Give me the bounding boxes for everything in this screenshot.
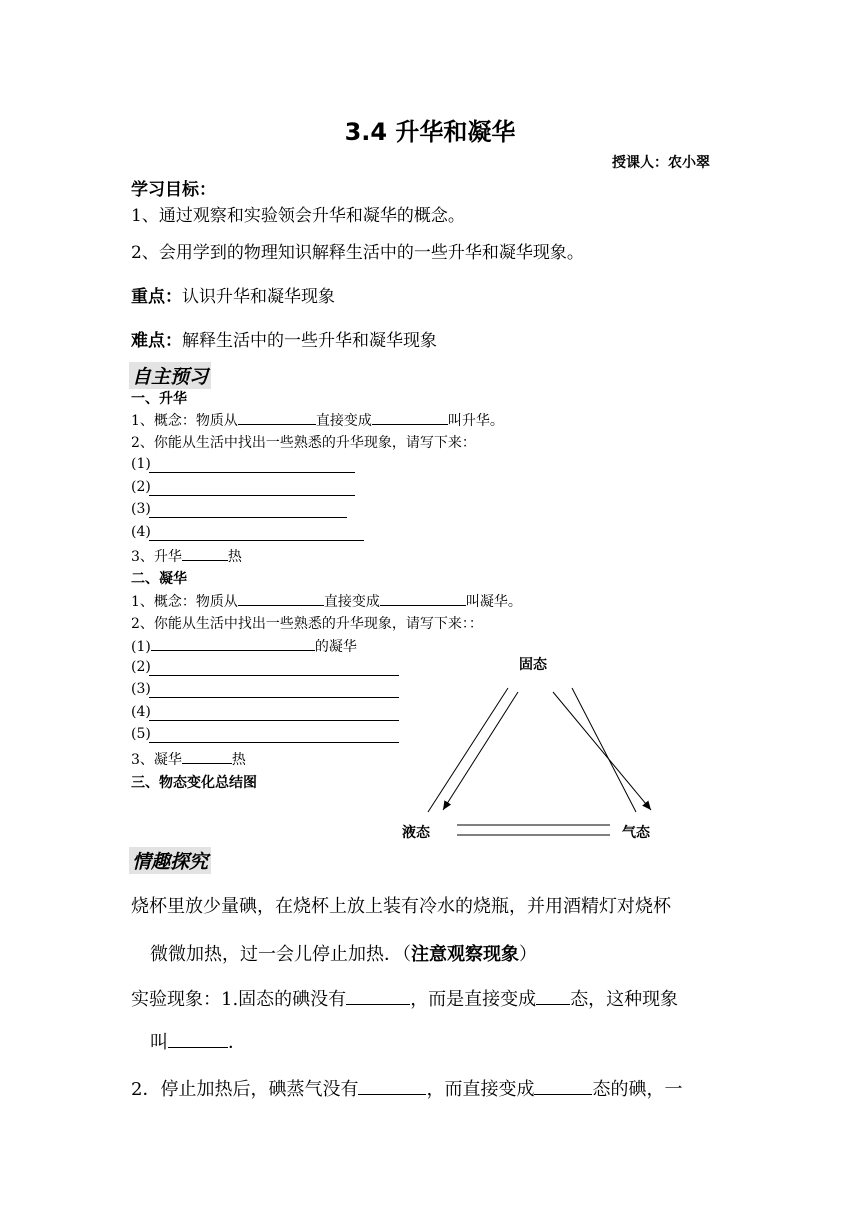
difficult-point-text: 解释生活中的一些升华和凝华现象 [182, 331, 437, 351]
q3-text: 热 [227, 549, 242, 565]
key-point-label: 重点： [131, 287, 182, 307]
deposition-item-label: (1) [131, 639, 151, 655]
answer-blank[interactable] [168, 1031, 228, 1048]
para-bold-text: 注意观察现象 [411, 944, 519, 965]
concept-text: 叫凝华。 [465, 594, 522, 610]
gas-label: 气态 [622, 825, 650, 841]
obs-text: 叫 [150, 1032, 168, 1053]
concept-text: 1、概念：物质从 [131, 413, 238, 429]
q3-text: 3、升华 [131, 549, 182, 565]
answer-blank[interactable] [534, 1078, 592, 1095]
sublimation-item-label: (4) [131, 524, 151, 540]
obs-text: 2．停止加热后，碘蒸气没有 [131, 1079, 359, 1100]
deposition-item-suffix: 的凝华 [314, 639, 357, 655]
summary-heading: 三、物态变化总结图 [131, 775, 257, 791]
sublimation-heading: 一、升华 [131, 391, 187, 407]
deposition-item-label: (4) [131, 704, 151, 720]
objective-item: 2、会用学到的物理知识解释生活中的一些升华和凝华现象。 [131, 243, 584, 263]
answer-blank[interactable] [346, 988, 410, 1005]
sublimation-item-label: (2) [131, 479, 151, 495]
objective-item: 1、通过观察和实验领会升华和凝华的概念。 [131, 206, 465, 226]
preview-heading: 自主预习 [129, 362, 211, 389]
observation-1-cont [150, 1028, 246, 1054]
solid-to-gas-arrow [553, 692, 651, 810]
sublimation-item-label: (3) [131, 501, 151, 517]
liquid-label: 液态 [402, 825, 430, 841]
deposition-q2: 2、你能从生活中找出一些熟悉的升华现象，请写下来：： [131, 616, 483, 632]
deposition-heading: 二、凝华 [131, 571, 187, 587]
para-text: ） [519, 944, 537, 965]
solid-to-liquid-arrow [443, 692, 518, 810]
deposition-item-label: (2) [131, 659, 151, 675]
obs-text: ． [228, 1032, 246, 1053]
observation-1 [131, 985, 678, 1011]
observation-2 [131, 1075, 682, 1101]
deposition-item-label: (3) [131, 681, 151, 697]
concept-text: 1、概念：物质从 [131, 594, 238, 610]
teacher-name: 授课人：农小翠 [612, 155, 710, 171]
key-point-text: 认识升华和凝华现象 [182, 287, 335, 307]
obs-text: ，而是直接变成 [410, 989, 537, 1010]
answer-blank[interactable] [536, 988, 570, 1005]
q3-text: 热 [231, 752, 246, 768]
explore-heading: 情趣探究 [129, 847, 211, 874]
sublimation-q2: 2、你能从生活中找出一些熟悉的升华现象，请写下来： [131, 435, 476, 451]
gas-to-solid-line [572, 688, 636, 812]
difficult-point-label: 难点： [131, 331, 182, 351]
explore-para-line1: 烧杯里放少量碘，在烧杯上放上装有冷水的烧瓶，并用酒精灯对烧杯 [131, 896, 671, 917]
obs-text: 态，这种现象 [570, 989, 679, 1010]
q3-text: 3、凝华 [131, 752, 182, 768]
obs-text: 实验现象：1.固态的碘没有 [131, 989, 347, 1010]
page-title: 3.4 升华和凝华 [344, 118, 516, 146]
concept-text: 叫升华。 [447, 413, 504, 429]
obs-text: ，而直接变成 [426, 1079, 535, 1100]
concept-text: 直接变成 [323, 594, 380, 610]
explore-para-line2 [150, 940, 537, 966]
sublimation-item-label: (1) [131, 456, 151, 472]
answer-blank[interactable] [358, 1078, 426, 1095]
objectives-heading: 学习目标： [131, 180, 216, 200]
deposition-item-label: (5) [131, 726, 151, 742]
obs-text: 态的碘，一 [592, 1079, 683, 1100]
solid-label: 固态 [519, 657, 547, 673]
para-text: 微微加热，过一会儿停止加热．（ [150, 944, 411, 965]
solid-to-liquid-line [428, 688, 508, 812]
concept-text: 直接变成 [315, 413, 372, 429]
